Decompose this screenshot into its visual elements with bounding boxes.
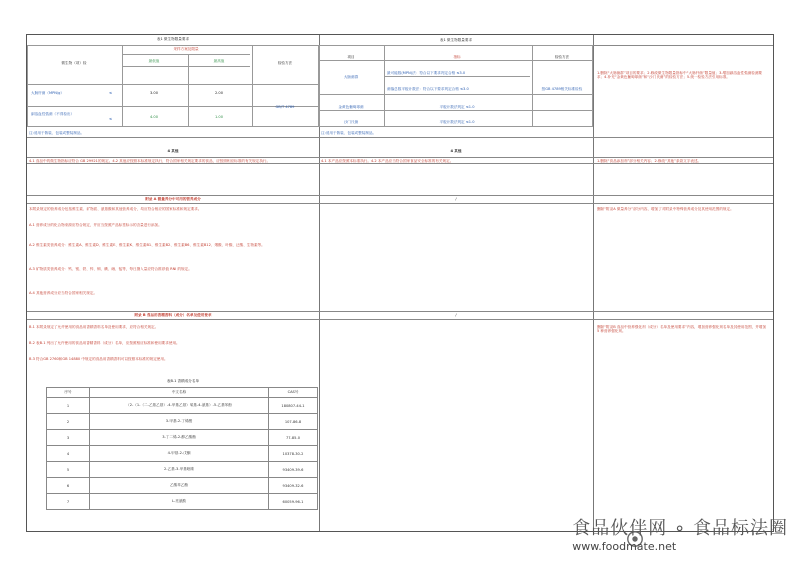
watermark: 食品伙伴网 ∘ 食品标法圈 www.foodmate.net [572,518,788,553]
left-table-title: 表1 微生物限量要求 [156,37,190,41]
section4-note: 1.删除“食品添加剂”部分相关内容；2.修改“其他”条款文字表述。 [597,159,702,163]
table-row: 4 4-甲基-2-戊酮 10378-30-2 [47,446,318,462]
section4-left-text: 4.1 食品中的微生物指标应符合 GB 29921的规定。4.2 其他应按照本标准规定执行，符合国家相关规定要求的食品，应按照相应标准的有关规定执行。 [29,159,271,163]
table-b1: 序号 中文名称 CAS号 1 （2-（1-（二-乙基乙基）-4-甲基乙基）氧基-4-氨基）-5-乙基苯酚 180807-44-1 2 3-甲基-2-丁烯醛 107-86-8 3 3-丁二烯-2-醇乙酸酯 77-85-0 4 4-甲基-2-戊酮 10378-30-2 5 2-乙基-3-甲基吡嗪 93409-39-6 6 乙酸苯乙酯 93409-32-6 7 L-亮氨酸 60059-96-1 [46,387,318,510]
table-row: 6 乙酸苯乙酯 93409-32-6 [47,478,318,494]
appendix-a-title: 附录 A 微量养分中可用的营养成分 [145,197,201,201]
section4-title-left: 4 其他 [167,149,179,153]
table-b1-title: 表B.1 香精成分名单 [166,379,200,383]
micro-row-name: 大肠杆菌（MPN/g） [31,91,65,95]
micro-item-header: 微生物（项）检 [61,61,87,65]
table-row: 3 3-丁二烯-2-醇乙酸酯 77-85-0 [47,430,318,446]
right-table-title: 表1 微生物限量要求 [439,38,473,42]
comparison-table: 表1 微生物限量要求 表1 微生物限量要求 微生物（项）检 采样方案及限量 最低值 最高值 检验方法 大肠杆菌（MPN/g） ≤ 3.00 2.00 副溶血性弧菌（不得检出） ≤ 4.00 1.00 GB/T 4789 注:适用于散装、包装或整装制品。 项目 指标 检验方法 大肠菌群 最可能数(MPN)法：符合以下要求判定合格 ≤3.0 菌落总数平板计数法：符合以下要求判定合格 ≤3.0 金黄色葡萄球菌 平板计数法判定 ≤1.0 沙门氏菌 平板计数法判定 ≤1.0 按GB 4789相关标准检验 注:适用于散装、包装或整装制品。 1.删除“大肠菌群”项目的要求；2.修改微生物限量指标中“大肠杆菌”限量值；3.增加副溶血性弧菌检测要求；4.补充“金黄色葡萄球菌”和“沙门氏菌”的检验方法；5.统一检验方法引用标准。 4 其他 4 其他 4.1 食品中的微生物指标应符合 GB 29921的规定。4.2 其他应按照本标准规定执行，符合国家相关规定要求的食品，应按照相应标准的有关规定执行。 4.1 本产品应按照本标准执行。4.2 本产品应当符合国家食品安全标准的有关规定。 1.删除“食品添加剂”部分相关内容；2.修改“其他”条款文字表述。 附录 A 微量养分中可用的营养成分 / 本附录规定的营养成分包括维生素、矿物质、氨基酸和其他营养成分，均应符合相应的国家标准和规定要求。 A.1 营养成分的化合物来源应符合规定，并应当按照产品标签标示的含量进行添加。 A.2 维生素类营养成分：维生素A、维生素D、维生素E、维生素K、维生素B1、维生素B2、维生素B6、维生素B12、烟酸、叶酸、泛酸、生物素等。 A.3 矿物质类营养成分：钙、镁、铁、锌、铜、碘、硒、锰等，每日摄入量应符合推荐值 RNI 的规定。 A.4 其他营养成分应当符合国家相关规定。 删除“附录A 微量养分”部分内容，增加了对附录中特殊营养成分及其使用范围的规定。 附录 B 食品用香精香料（成分）名单及使用要求 / B.1 本附录规定了允许使用的食品用香精香料名单及使用要求，应符合相关规定。 B.2 表B.1 列出了允许使用的食品用香精香料（成分）名单，应按照相应标准和使用要求使用。 B.3 符合GB 2760和GB 14880 中规定的食品用香精香料可以按照本标准的规定使用。 删除“附录B 食品中营养强化剂（成分）名单及使用要求”内容，增加营养强化剂名单及其使用范围，并增加 5 种营养强化剂。 表B.1 香精成分名单 [26,34,774,532]
revision-notes: 1.删除“大肠菌群”项目的要求；2.修改微生物限量指标中“大肠杆菌”限量值；3.增加副溶血性弧菌检测要求；4.补充“金黄色葡萄球菌”和“沙门氏菌”的检验方法；5.统一检验方法引用标准。 [597,71,763,80]
micro-note: 注:适用于散装、包装或整装制品。 [29,131,85,135]
section4-right-text: 4.1 本产品应按照本标准执行。4.2 本产品应当符合国家食品安全标准的有关规定。 [321,159,454,163]
table-row: 7 L-亮氨酸 60059-96-1 [47,494,318,510]
micro-limit-header: 采样方案及限量 [173,47,199,51]
table-row: 5 2-乙基-3-甲基吡嗪 93409-39-6 [47,462,318,478]
table-row: 2 3-甲基-2-丁烯醛 107-86-8 [47,414,318,430]
section4-title-right: 4 其他 [450,149,462,153]
appendix-b-title: 附录 B 食品用香精香料（成分）名单及使用要求 [134,313,212,317]
table-row: 1 （2-（1-（二-乙基乙基）-4-甲基乙基）氧基-4-氨基）-5-乙基苯酚 180807-44-1 [47,398,318,414]
micro-method-header: 检验方法 [277,61,293,65]
micro-method: GB/T 4789 [275,105,295,109]
micro-row-name: 副溶血性弧菌（不得检出） [31,112,75,116]
column-divider-right [593,35,594,531]
